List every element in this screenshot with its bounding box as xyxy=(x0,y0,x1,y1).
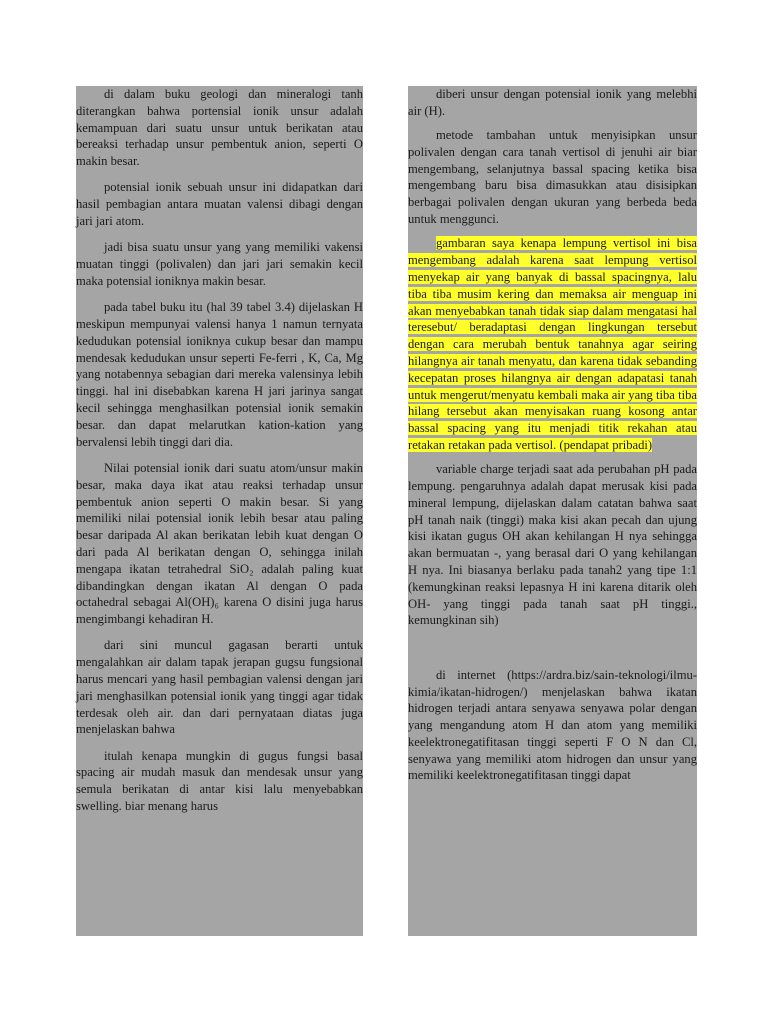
left-text-column xyxy=(76,86,363,936)
paragraph: metode tambahan untuk menyisipkan unsur polivalen dengan cara tanah vertisol di jenuhi air biar mengembang, selanjutnya bassal spacing ketika bisa mengembang baru bisa dimasukkan atau disisipkan berbagai polivalen dengan ukuran yang berbeda beda untuk menggunci. xyxy=(408,128,697,227)
paragraph: itulah kenapa mungkin di gugus fungsi basal spacing air mudah masuk dan mendesak unsur yang semula berikatan di antar kisi lalu menyebabkan swelling. biar menang harus xyxy=(76,748,363,814)
paragraph: diberi unsur dengan potensial ionik yang melebhi air (H). xyxy=(408,87,697,118)
paragraph: di internet (https://ardra.biz/sain-teknologi/ilmu-kimia/ikatan-hidrogen/) menjelaskan bahwa ikatan hidrogen terjadi antara senyawa senyawa polar dengan yang mengandung atom H dan atom yang memiliki keelektronegatifitasan tinggi seperti F O N dan Cl, senyawa yang memiliki atom hidrogen dan unsur yang memiliki keelektronegatifitasan tinggi dapat xyxy=(408,667,697,783)
paragraph: jadi bisa suatu unsur yang yang memiliki vakensi muatan tinggi (polivalen) dan jari jari semakin kecil maka potensial ioniknya makin besar. xyxy=(76,240,363,288)
blank-gap xyxy=(408,637,697,667)
highlighted-paragraph xyxy=(408,235,697,453)
paragraph: dari sini muncul gagasan berarti untuk mengalahkan air dalam tapak jerapan gugsu fungsional harus mencari yang hasil pembagian valensi dengan jari jari menghasilkan potensial ionik yang tinggi agar tidak terdesak oleh air. dan dari pernyataan diatas juga menjelaskan bahwa xyxy=(76,638,363,737)
paragraph: pada tabel buku itu (hal 39 tabel 3.4) dijelaskan H meskipun mempunyai valensi hanya 1 namun ternyata kedudukan potensial ioniknya cukup besar dan mampu mendesak kedudukan unsur seperti Fe-ferri , K, Ca, Mg yang notabennya sebagian dari mereka valensinya lebih tinggi. hal ini disebabkan karena H jari jarinya sangat kecil sehingga menghasilkan potensial ionik semakin besar. dan dapat melarutkan kation-kation yang bervalensi lebih tinggi dari dia. xyxy=(76,300,363,449)
text-highlight: gambaran saya kenapa lempung vertisol ini bisa mengembang adalah karena saat lempung vertisol menyekap air yang banyak di bassal spacingnya, lalu tiba tiba musim kering dan memaksa air menguap ini akan menyebabkan tanah tidak siap dalam mengatasi hal teresebut/ beradaptasi dengan lingkungan tersebut dengan cara merubah bentuk tanahnya agar seiring hilangnya air tanah menyatu, dan karena tidak sebanding kecepatan proses hilangnya air dengan adapatasi tanah untuk mengerut/menyatu kembali maka air yang tiba tiba hilang tersebut akan menyisakan ruang kosong antar bassal spacing yang itu menjadi titik rekahan atau retakan retakan pada vertisol. (pendapat pribadi) xyxy=(408,236,697,452)
paragraph: variable charge terjadi saat ada perubahan pH pada lempung. pengaruhnya adalah dapat merusak kisi pada mineral lempung, dijelaskan dalam catatan bahwa saat pH tanah naik (tinggi) maka kisi akan pecah dan ujung kisi ikatan gugus OH akan kehilangan H nya sehingga akan bermuatan -, yang berasal dari O yang kehilangan H nya. Ini biasanya berlaku pada tanah2 yang tipe 1:1 (kemungkinan reaksi lepasnya H ini karena ditarik oleh OH- yang tinggi pada tanah saat pH tinggi., kemungkinan sih) xyxy=(408,462,697,628)
paragraph: potensial ionik sebuah unsur ini didapatkan dari hasil pembagian antara muatan valensi dibagi dengan jari jari atom. xyxy=(76,180,363,229)
right-text-column xyxy=(408,86,697,936)
paragraph: Nilai potensial ionik dari suatu atom/unsur makin besar, maka daya ikat atau reaksi terhadap unsur pembentuk anion seperti O makin besar. Si yang memiliki nilai potensial ionik lebih besar atau paling besar daripada Al akan berikatan lebih kuat dengan O dari pada Al berikatan dengan O, sehingga inilah mengapa ikatan tetrahedral SiO₂ adalah paling kuat dibandingkan dengan ikatan Al dengan O pada octahedral sebagai Al(OH)₆ karena O disini juga harus mengimbangi kehadiran H. xyxy=(76,460,363,627)
paragraph: di dalam buku geologi dan mineralogi tanh diterangkan bahwa portensial ionik unsur adalah kemampuan dari suatu unsur untuk berikatan atau bereaksi terhadap unsur pembentuk anion, seperti O makin besar. xyxy=(76,87,363,169)
